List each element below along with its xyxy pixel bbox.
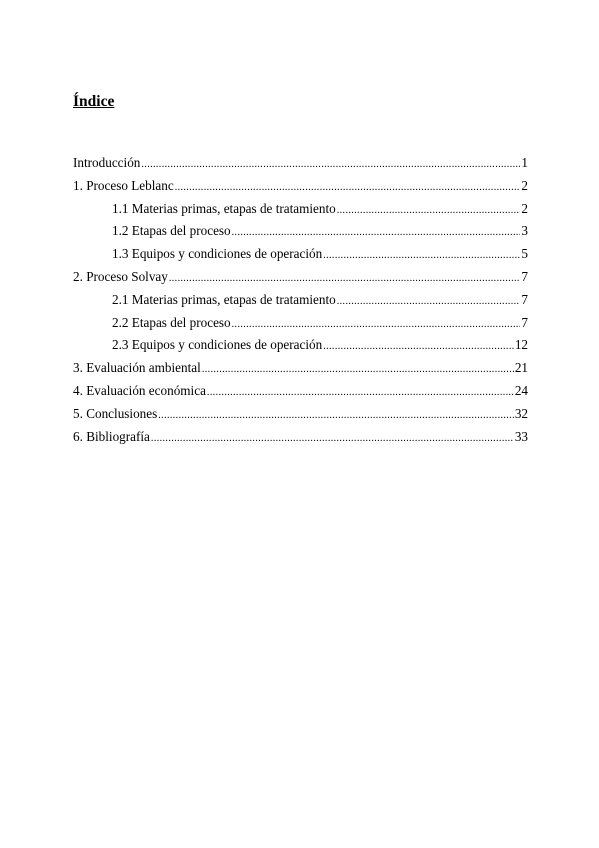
- toc-entry-label: 2. Proceso Solvay: [73, 268, 168, 284]
- toc-entry-page: 21: [514, 360, 528, 376]
- dot-leader: [337, 201, 521, 221]
- toc-entry-page: 3: [521, 223, 528, 239]
- dot-leader: [175, 178, 521, 198]
- toc-entry-page: 7: [521, 291, 528, 307]
- toc-entry-conclusiones[interactable]: [73, 404, 528, 427]
- toc-entry-label: 5. Conclusiones: [73, 405, 158, 421]
- page-title: Índice: [73, 93, 115, 110]
- toc-entry-label: 1.2 Etapas del proceso: [112, 223, 231, 239]
- toc-entry-page: 32: [514, 405, 528, 421]
- toc-entry-evaluacion-ambiental[interactable]: [73, 358, 528, 381]
- toc-entry-label: 1.1 Materias primas, etapas de tratamiento: [112, 200, 336, 216]
- toc-entry-label: 6. Bibliografía: [73, 428, 150, 444]
- toc-entry-page: 7: [521, 314, 528, 330]
- dot-leader: [151, 429, 514, 449]
- dot-leader: [323, 246, 520, 266]
- dot-leader: [323, 337, 514, 357]
- toc-entry-proceso-leblanc[interactable]: [73, 176, 528, 199]
- dot-leader: [232, 223, 521, 243]
- table-of-contents: [73, 153, 528, 449]
- toc-entry-leblanc-etapas[interactable]: [73, 221, 528, 244]
- toc-entry-page: 2: [521, 200, 528, 216]
- toc-entry-label: Introducción: [73, 155, 141, 170]
- toc-entry-leblanc-equipos[interactable]: [73, 244, 528, 267]
- toc-entry-page: 33: [514, 428, 528, 444]
- toc-entry-page: 7: [521, 268, 528, 284]
- toc-entry-evaluacion-economica[interactable]: [73, 381, 528, 404]
- dot-leader: [207, 383, 514, 403]
- toc-entry-label: 1. Proceso Leblanc: [73, 177, 174, 193]
- dot-leader: [141, 155, 520, 175]
- toc-entry-leblanc-materias-primas[interactable]: [73, 199, 528, 222]
- dot-leader: [337, 292, 521, 312]
- toc-entry-label: 2.2 Etapas del proceso: [112, 314, 231, 330]
- toc-entry-introduccion[interactable]: [73, 153, 528, 176]
- toc-entry-label: 4. Evaluación económica: [73, 382, 206, 398]
- toc-entry-page: 12: [514, 337, 528, 353]
- toc-entry-label: 2.1 Materias primas, etapas de tratamiento: [112, 291, 336, 307]
- toc-entry-page: 2: [521, 177, 528, 193]
- toc-entry-solvay-materias-primas[interactable]: [73, 290, 528, 313]
- dot-leader: [158, 406, 514, 426]
- dot-leader: [202, 360, 514, 380]
- toc-entry-label: 2.3 Equipos y condiciones de operación: [112, 337, 323, 353]
- toc-entry-page: 5: [521, 246, 528, 262]
- toc-entry-label: 3. Evaluación ambiental: [73, 360, 201, 376]
- dot-leader: [169, 269, 521, 289]
- toc-entry-page: 1: [521, 155, 528, 170]
- toc-entry-proceso-solvay[interactable]: [73, 267, 528, 290]
- toc-entry-label: 1.3 Equipos y condiciones de operación: [112, 246, 323, 262]
- dot-leader: [232, 315, 521, 335]
- toc-entry-page: 24: [514, 382, 528, 398]
- toc-entry-solvay-etapas[interactable]: [73, 313, 528, 336]
- toc-entry-bibliografia[interactable]: [73, 427, 528, 450]
- toc-entry-solvay-equipos[interactable]: [73, 335, 528, 358]
